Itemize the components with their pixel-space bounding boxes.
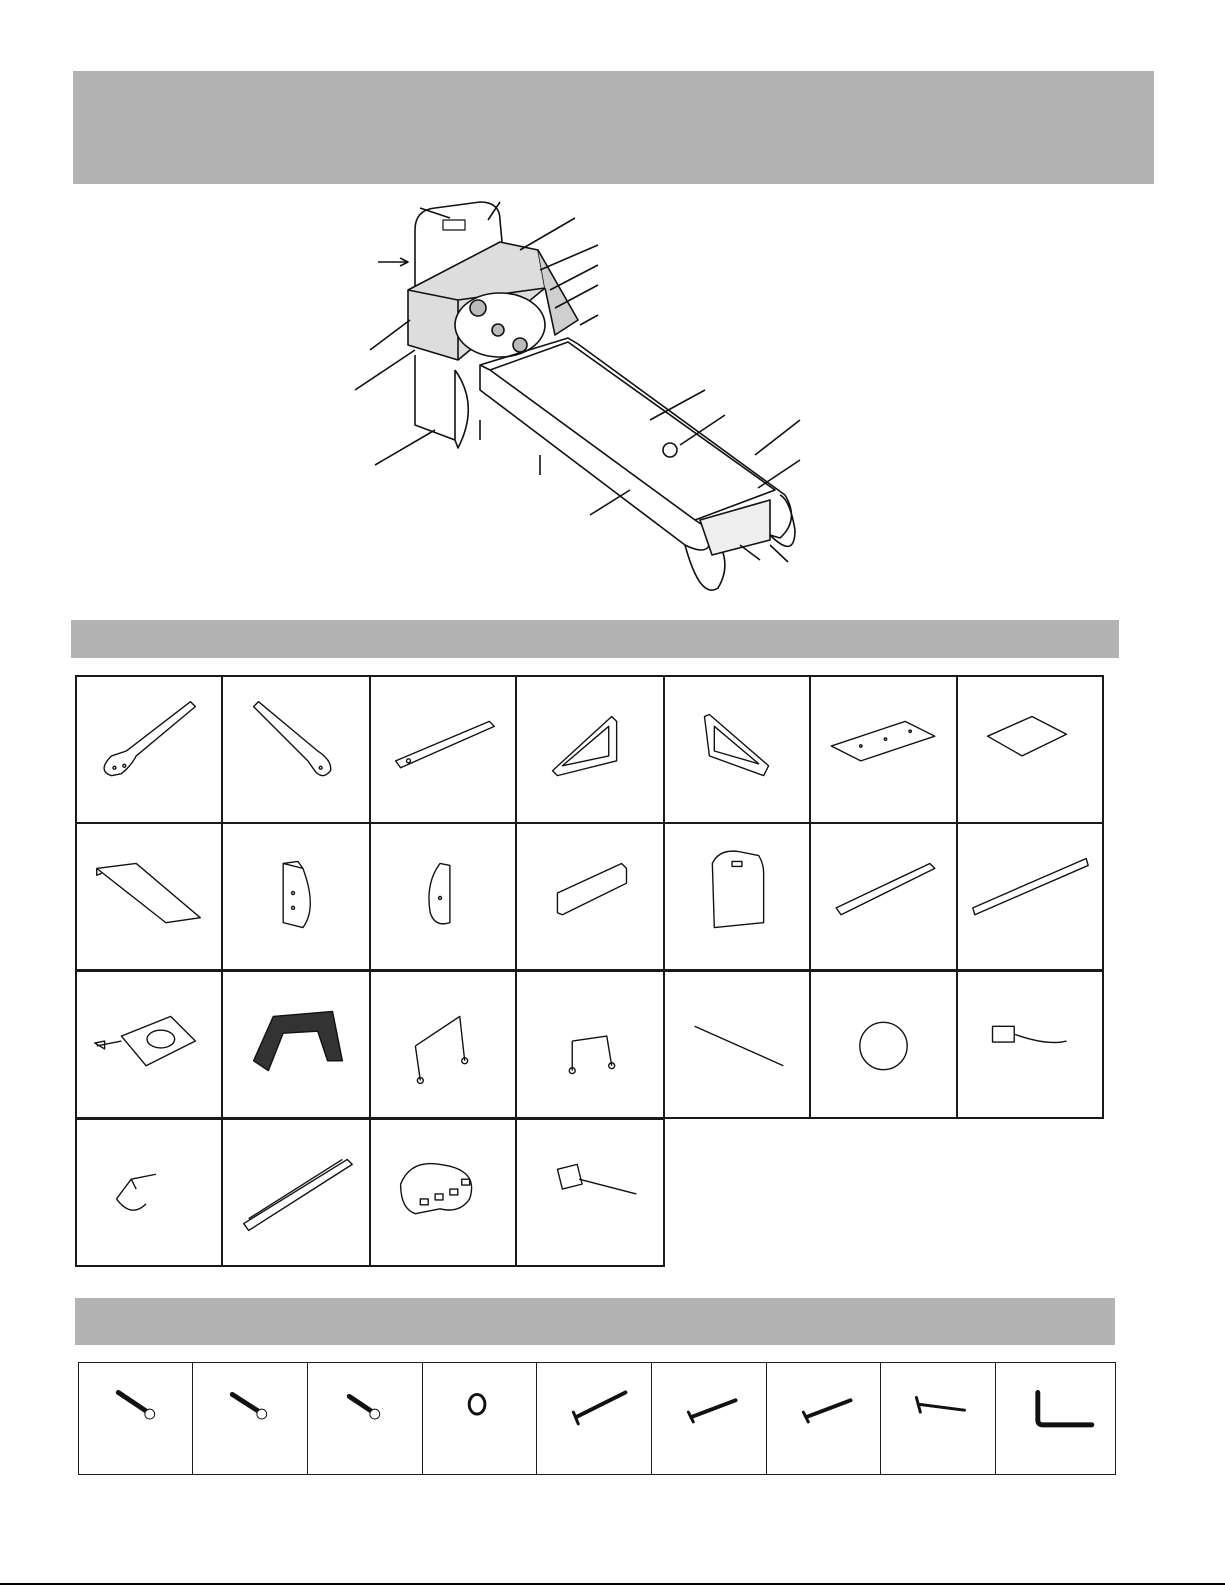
power-adapter-icon <box>958 972 1102 1117</box>
ball-icon <box>811 972 956 1117</box>
part-cell <box>956 970 1104 1119</box>
part-cell <box>956 675 1104 824</box>
square-plate-icon <box>958 677 1102 822</box>
wood-screw-medium-icon <box>652 1363 766 1474</box>
part-cell <box>515 1118 665 1267</box>
side-net-frame-right-icon <box>665 677 809 822</box>
part-cell <box>809 675 958 824</box>
rear-leg-left-icon <box>223 824 369 969</box>
ball-return-channel-icon <box>223 1120 369 1265</box>
top-rail-icon <box>811 824 956 969</box>
part-cell <box>809 822 958 971</box>
long-trim-strip-icon <box>958 824 1102 969</box>
assembled-skeeball-diagram <box>340 190 840 610</box>
hardware-cell <box>307 1362 423 1475</box>
hardware-cell <box>422 1362 538 1475</box>
part-cell <box>369 675 517 824</box>
front-panel-board-icon <box>371 677 515 822</box>
part-cell <box>221 822 371 971</box>
part-cell <box>515 822 665 971</box>
net-frame-wire-a-icon <box>371 972 515 1117</box>
long-side-rail-right-icon <box>223 677 369 822</box>
sensor-wire-harness-icon <box>77 1120 221 1265</box>
net-frame-wire-b-icon <box>517 972 663 1117</box>
washer-icon <box>423 1363 537 1474</box>
allen-key-icon <box>996 1363 1115 1474</box>
part-cell <box>956 822 1104 971</box>
part-cell <box>75 675 223 824</box>
hardware-cell <box>766 1362 882 1475</box>
wood-screw-small-icon <box>767 1363 881 1474</box>
bolt-large-icon <box>79 1363 193 1474</box>
part-cell <box>369 822 517 971</box>
part-cell <box>75 822 223 971</box>
bolt-medium-icon <box>193 1363 307 1474</box>
hardware-cell <box>880 1362 996 1475</box>
ramp-board-icon <box>77 824 221 969</box>
hardware-cell <box>192 1362 308 1475</box>
part-cell <box>809 970 958 1119</box>
back-board-icon <box>517 824 663 969</box>
part-cell <box>369 970 517 1119</box>
rear-leg-right-icon <box>371 824 515 969</box>
wood-screw-large-icon <box>537 1363 651 1474</box>
part-cell <box>221 1118 371 1267</box>
hardware-cell <box>78 1362 194 1475</box>
part-cell <box>221 970 371 1119</box>
bolt-small-icon <box>308 1363 422 1474</box>
part-cell <box>75 1118 223 1267</box>
score-sensor-icon <box>517 1120 663 1265</box>
hardware-cell <box>536 1362 652 1475</box>
part-cell <box>515 970 665 1119</box>
part-cell <box>515 675 665 824</box>
part-cell <box>221 675 371 824</box>
flat-head-screw-icon <box>881 1363 995 1474</box>
wire-rod-icon <box>665 972 809 1117</box>
wire-harness-bundle-icon <box>371 1120 515 1265</box>
parts-list-band <box>71 620 1119 658</box>
hardware-cell <box>995 1362 1116 1475</box>
long-side-rail-left-icon <box>77 677 221 822</box>
part-cell <box>663 675 811 824</box>
target-ring-unit-icon <box>77 972 221 1117</box>
scoreboard-backboard-icon <box>665 824 809 969</box>
part-cell <box>369 1118 517 1267</box>
side-net-frame-left-icon <box>517 677 663 822</box>
mesh-net-icon <box>223 972 369 1117</box>
part-cell <box>663 970 811 1119</box>
top-plate-icon <box>811 677 956 822</box>
hardware-list-band <box>75 1298 1115 1345</box>
hardware-cell <box>651 1362 767 1475</box>
part-cell <box>75 970 223 1119</box>
title-band <box>73 71 1154 184</box>
part-cell <box>663 822 811 971</box>
